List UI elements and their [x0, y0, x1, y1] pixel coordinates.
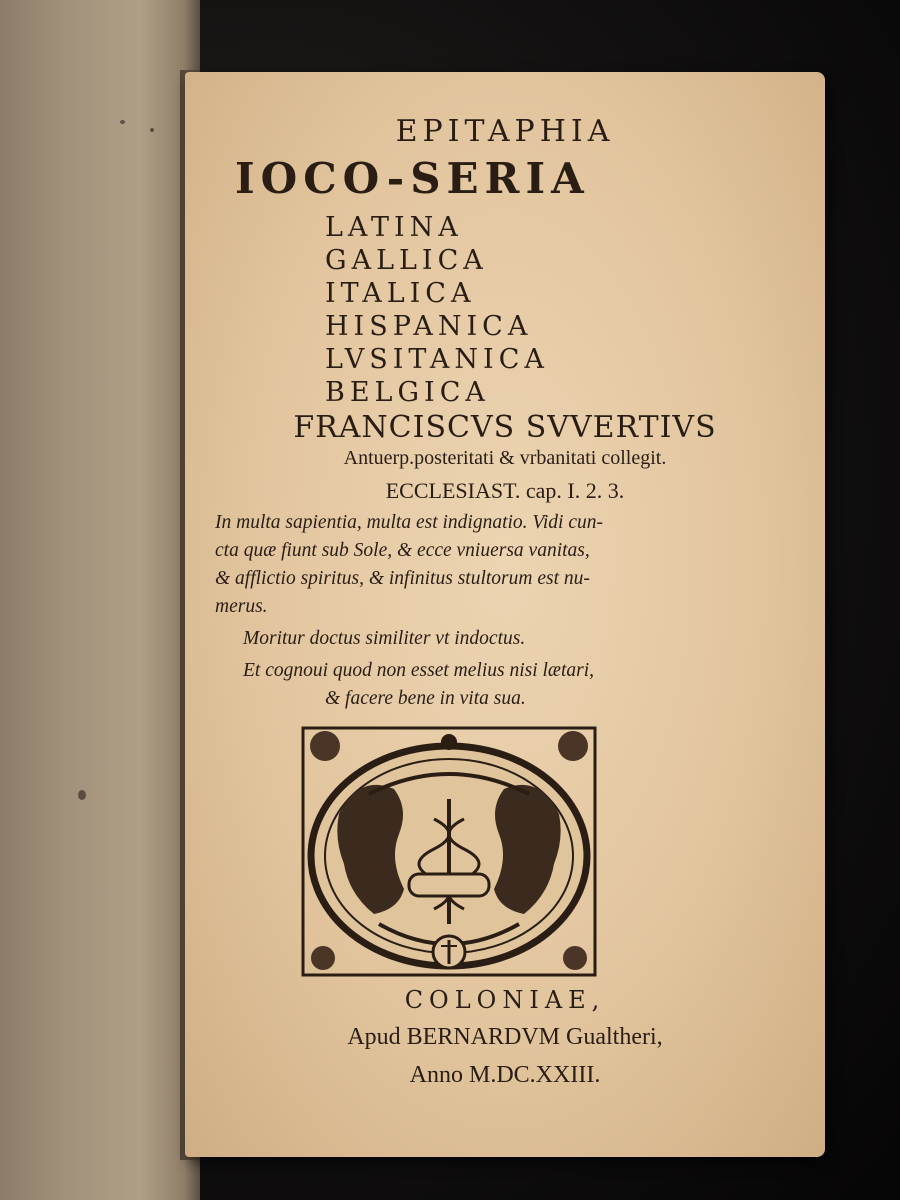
language-latina: LATINA — [325, 212, 463, 243]
moritur-line: Moritur doctus similiter vt indoctus. — [243, 628, 526, 649]
imprint-printer: Apud BERNARDVM Gualtheri, — [347, 1024, 663, 1050]
quote-line: cta quæ fiunt sub Sole, & ecce vniuersa vanitas, — [215, 540, 590, 561]
quote-line: merus. — [215, 596, 268, 617]
collegit-line: Antuerp.posteritati & vrbanitati collegit. — [343, 447, 667, 469]
language-italica: ITALICA — [325, 278, 476, 309]
quote-line: & afflictio spiritus, & infinitus stultorum est nu- — [215, 568, 590, 589]
imprint-place: COLONIAE, — [404, 986, 606, 1014]
language-belgica: BELGICA — [325, 377, 490, 408]
language-gallica: GALLICA — [325, 245, 488, 276]
title-heading: EPITAPHIA — [395, 114, 615, 149]
book-cover-vellum — [0, 0, 200, 1200]
title-page — [185, 72, 825, 1157]
scripture-citation: ECCLESIAST. cap. I. 2. 3. — [385, 478, 625, 503]
language-lusitanica: LVSITANICA — [325, 344, 549, 375]
author-name: FRANCISCVS SVVERTIVS — [293, 410, 717, 445]
printers-mark-woodcut — [299, 724, 599, 979]
language-hispanica: HISPANICA — [325, 311, 533, 342]
cognoui-line: & facere bene in vita sua. — [325, 688, 526, 709]
cognoui-line: Et cognoui quod non esset melius nisi lætari, — [243, 660, 594, 681]
title-subheading: IOCO-SERIA — [235, 154, 590, 203]
imprint-year: Anno M.DC.XXIII. — [409, 1062, 601, 1088]
quote-line: In multa sapientia, multa est indignatio. Vidi cun- — [215, 512, 603, 533]
